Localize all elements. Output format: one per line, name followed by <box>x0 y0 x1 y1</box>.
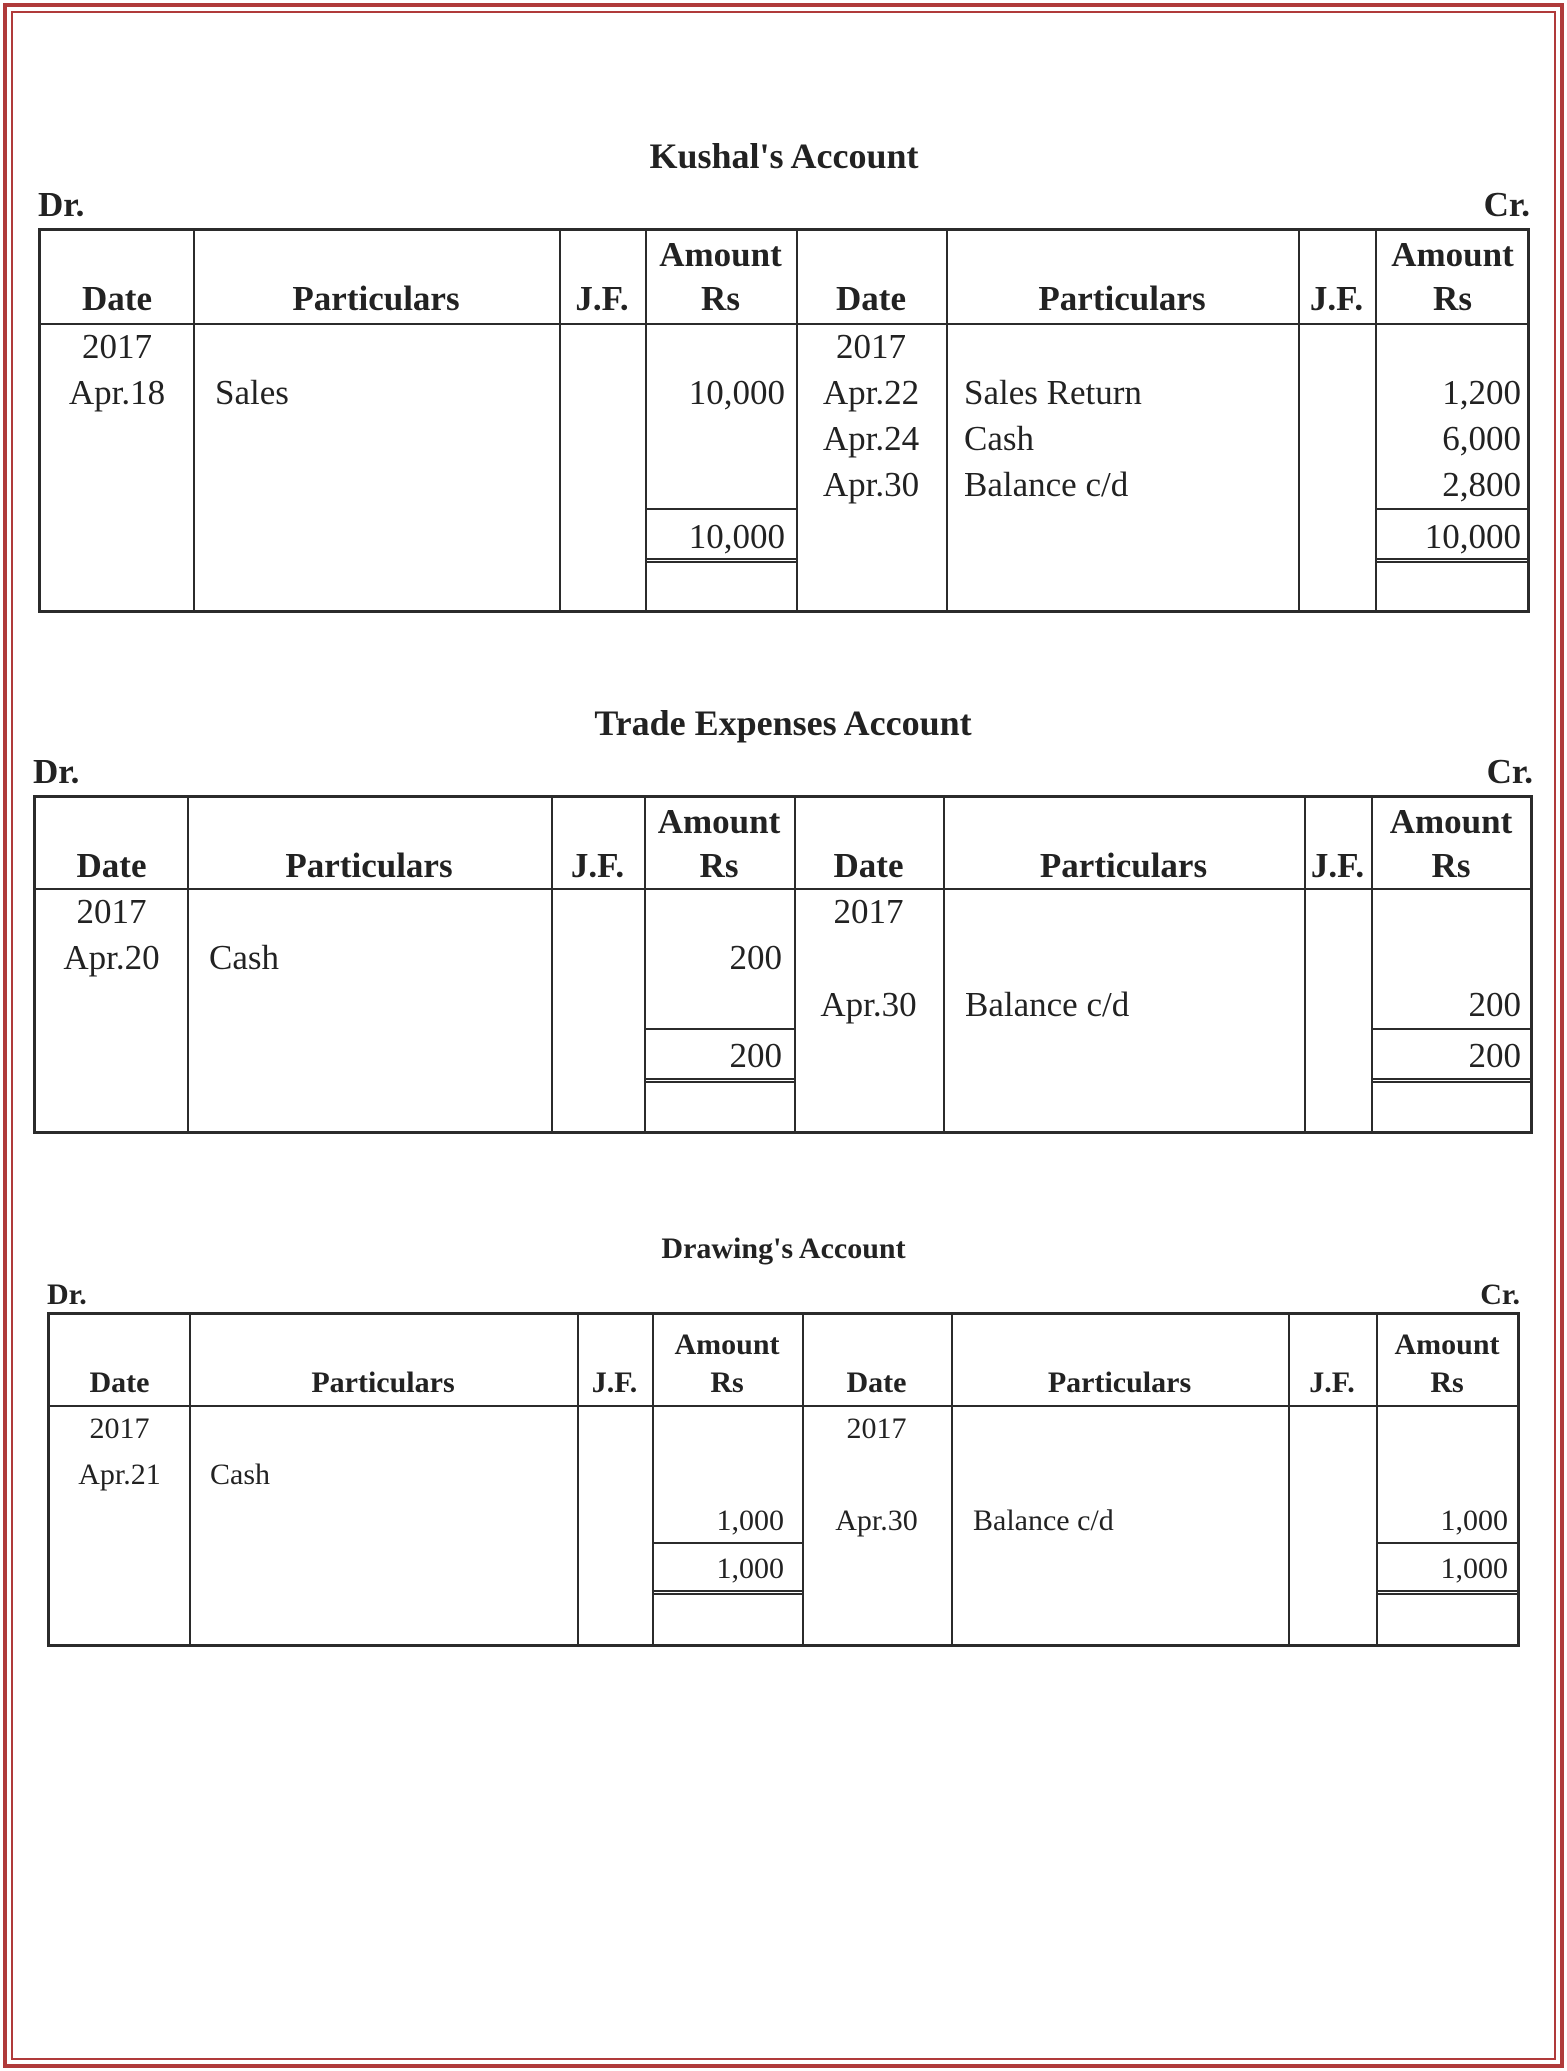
header-amount: Amount <box>1391 235 1514 274</box>
credit-amount: 6,000 <box>1442 419 1521 458</box>
debit-amount: 1,000 <box>716 1504 784 1537</box>
header-rs: Rs <box>710 1366 744 1399</box>
credit-date: Apr.24 <box>822 419 920 458</box>
header-amount: Amount <box>657 802 781 841</box>
credit-date: Apr.22 <box>822 373 920 412</box>
header-amount: Amount <box>659 235 782 274</box>
header-amount: Amount <box>1394 1328 1500 1361</box>
debit-particulars: Sales <box>215 373 289 412</box>
debit-amount: 200 <box>729 938 782 977</box>
credit-year: 2017 <box>833 892 904 931</box>
header-particulars: Particulars <box>292 279 460 318</box>
account-title: Drawing's Account <box>661 1232 906 1265</box>
header-date: Date <box>836 279 906 318</box>
dr-label: Dr. <box>47 1278 87 1311</box>
credit-amount: 1,000 <box>1440 1504 1508 1537</box>
header-particulars: Particulars <box>1047 1366 1192 1399</box>
cr-label: Cr. <box>1483 185 1530 224</box>
credit-year: 2017 <box>836 327 906 366</box>
cr-label: Cr. <box>1480 1278 1520 1311</box>
header-jf: J.F. <box>1309 1366 1355 1399</box>
credit-particulars: Sales Return <box>964 373 1142 412</box>
ledger-table <box>47 1312 1520 1647</box>
debit-year: 2017 <box>89 1412 150 1445</box>
debit-particulars: Cash <box>209 938 279 977</box>
dr-label: Dr. <box>33 752 80 791</box>
debit-year: 2017 <box>76 892 147 931</box>
credit-particulars: Balance c/d <box>965 985 1130 1024</box>
debit-total: 10,000 <box>688 517 785 556</box>
credit-particulars: Balance c/d <box>964 465 1129 504</box>
debit-total: 200 <box>729 1036 782 1075</box>
credit-date: Apr.30 <box>820 985 917 1024</box>
header-amount: Amount <box>1389 802 1513 841</box>
header-rs: Rs <box>701 279 740 318</box>
debit-year: 2017 <box>82 327 152 366</box>
header-jf: J.F. <box>1309 279 1364 318</box>
cr-label: Cr. <box>1486 752 1533 791</box>
drawings-account <box>47 1232 1520 1648</box>
debit-amount: 10,000 <box>688 373 785 412</box>
ledger-table <box>38 228 1530 613</box>
credit-total: 200 <box>1468 1036 1521 1075</box>
header-particulars: Particulars <box>1038 279 1206 318</box>
header-amount: Amount <box>674 1328 780 1361</box>
header-rs: Rs <box>1433 279 1472 318</box>
debit-date: Apr.20 <box>63 938 160 977</box>
header-date: Date <box>833 846 904 885</box>
dr-label: Dr. <box>38 185 85 224</box>
account-title: Kushal's Account <box>649 136 919 176</box>
header-date: Date <box>82 279 152 318</box>
debit-date: Apr.21 <box>78 1458 161 1491</box>
trade-expenses-account <box>33 702 1533 1134</box>
credit-total: 1,000 <box>1440 1552 1508 1585</box>
header-particulars: Particulars <box>311 1366 455 1399</box>
credit-amount: 200 <box>1468 985 1521 1024</box>
ledger-table <box>33 795 1533 1134</box>
debit-total: 1,000 <box>716 1552 784 1585</box>
header-date: Date <box>89 1366 150 1399</box>
header-particulars: Particulars <box>1039 846 1208 885</box>
header-date: Date <box>846 1366 907 1399</box>
credit-total: 10,000 <box>1424 517 1521 556</box>
header-rs: Rs <box>1431 846 1471 885</box>
account-title: Trade Expenses Account <box>594 703 972 743</box>
credit-date: Apr.30 <box>835 1504 918 1537</box>
header-rs: Rs <box>699 846 739 885</box>
credit-amount: 2,800 <box>1442 465 1521 504</box>
debit-particulars: Cash <box>210 1458 270 1491</box>
credit-particulars: Balance c/d <box>973 1504 1114 1537</box>
header-jf: J.F. <box>591 1366 638 1399</box>
credit-amount: 1,200 <box>1442 373 1521 412</box>
credit-year: 2017 <box>846 1412 907 1445</box>
header-jf: J.F. <box>570 846 625 885</box>
kushal-account <box>38 135 1530 615</box>
credit-particulars: Cash <box>964 419 1034 458</box>
debit-date: Apr.18 <box>68 373 166 412</box>
header-particulars: Particulars <box>285 846 453 885</box>
header-rs: Rs <box>1430 1366 1464 1399</box>
credit-date: Apr.30 <box>822 465 920 504</box>
header-jf: J.F. <box>1310 846 1365 885</box>
header-jf: J.F. <box>575 279 629 318</box>
header-date: Date <box>76 846 147 885</box>
